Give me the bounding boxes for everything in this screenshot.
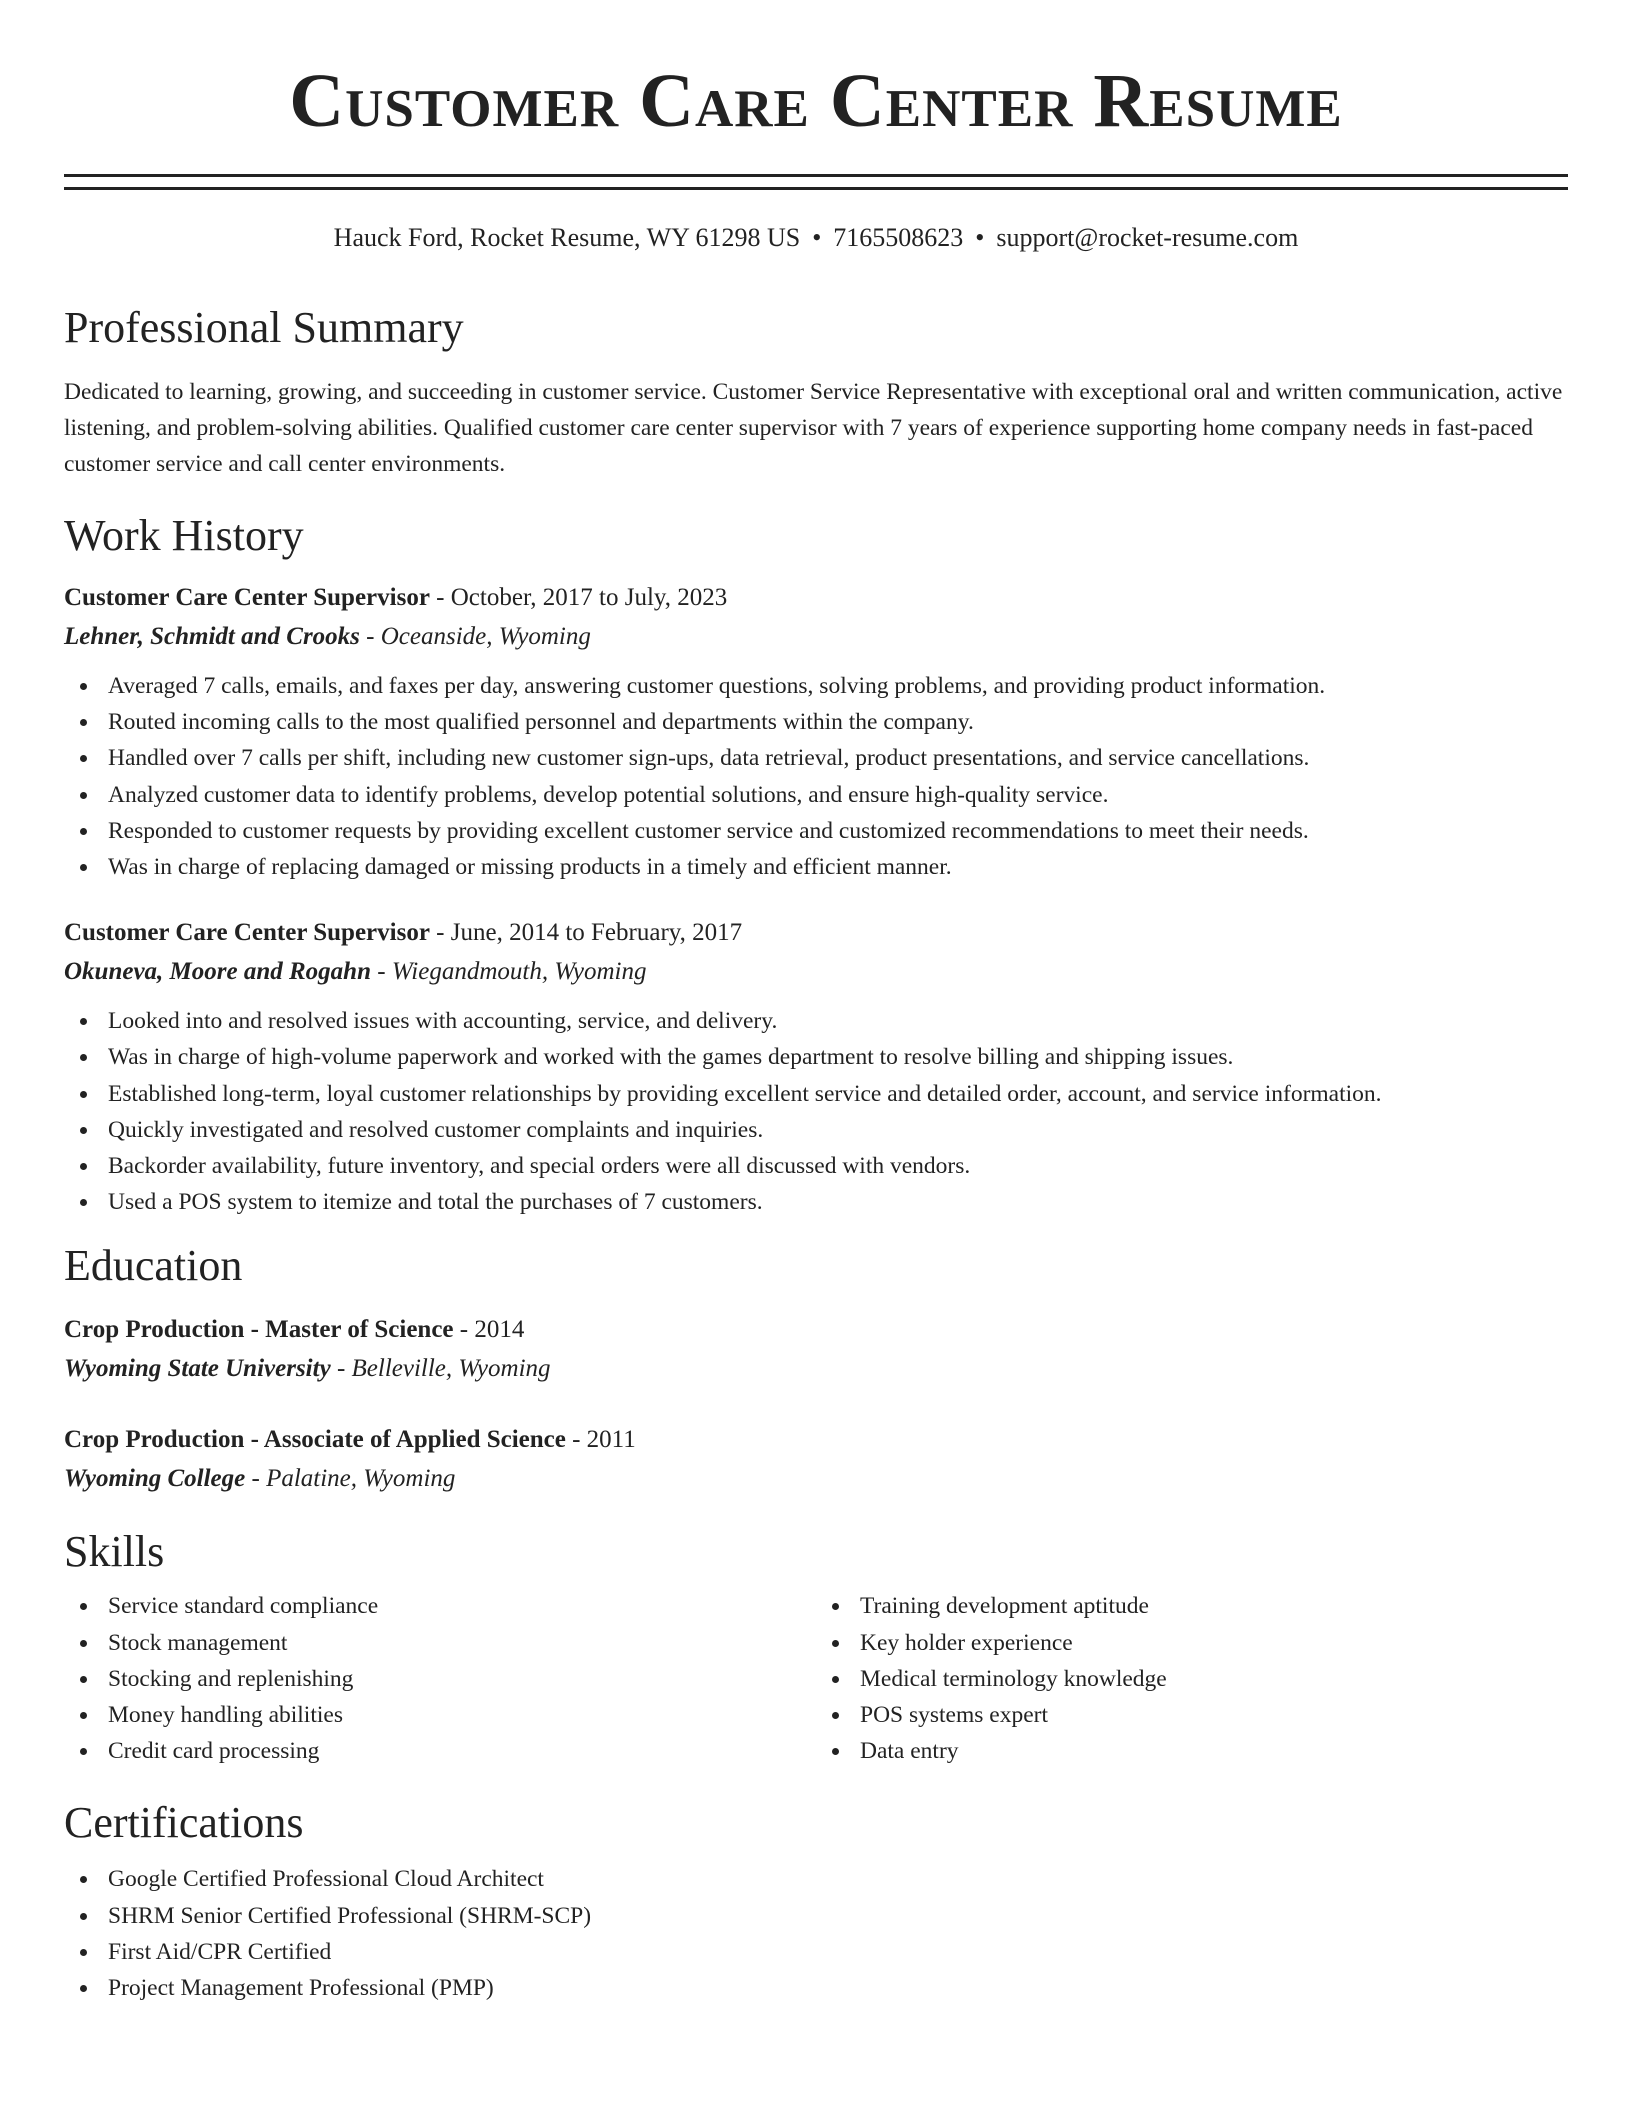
job-bullets (64, 668, 1568, 885)
job-header (64, 913, 1568, 953)
list-item: Used a POS system to itemize and total the purchases of 7 customers. (108, 1184, 1568, 1220)
contact-address: Hauck Ford, Rocket Resume, WY 61298 US (333, 223, 801, 252)
list-item: Looked into and resolved issues with accounting, service, and delivery. (108, 1003, 1568, 1039)
contact-separator: • (812, 223, 822, 252)
job-header (64, 578, 1568, 618)
list-item: Training development aptitude (860, 1588, 1568, 1624)
education-entry (64, 1310, 1568, 1388)
list-item: Established long-term, loyal customer relationships by providing excellent service and detailed order, account, and service information. (108, 1076, 1568, 1112)
list-item: Money handling abilities (108, 1697, 816, 1733)
list-item: POS systems expert (860, 1697, 1568, 1733)
job-company: Okuneva, Moore and Rogahn (64, 958, 371, 986)
list-item: SHRM Senior Certified Professional (SHRM-SCP) (108, 1898, 1568, 1934)
list-item: Data entry (860, 1733, 1568, 1769)
education-header (64, 1420, 1568, 1460)
contact-line (64, 220, 1568, 256)
list-item: Key holder experience (860, 1625, 1568, 1661)
job-bullets (64, 1003, 1568, 1220)
list-item: Stock management (108, 1625, 816, 1661)
list-item: Stocking and replenishing (108, 1661, 816, 1697)
education-degree: Crop Production - Master of Science (64, 1316, 454, 1344)
list-item: Routed incoming calls to the most qualified personnel and departments within the company. (108, 704, 1568, 740)
list-item: Analyzed customer data to identify problems, develop potential solutions, and ensure high-quality service. (108, 777, 1568, 813)
education-school-line (64, 1460, 1568, 1498)
job-location: - Wiegandmouth, Wyoming (371, 958, 647, 986)
list-item: Backorder availability, future inventory, and special orders were all discussed with vendors. (108, 1148, 1568, 1184)
resume-title: Customer Care Center Resume (289, 59, 1343, 143)
job-company: Lehner, Schmidt and Crooks (64, 623, 360, 650)
education-year: - 2014 (453, 1316, 525, 1344)
list-item: Handled over 7 calls per shift, including new customer sign-ups, data retrieval, product presentations, and service cancellations. (108, 740, 1568, 776)
education-school-line (64, 1350, 1568, 1388)
education-school: Wyoming State University (64, 1355, 331, 1383)
list-item: First Aid/CPR Certified (108, 1934, 1568, 1970)
job-title: Customer Care Center Supervisor (64, 584, 430, 611)
skills-right-list (816, 1588, 1568, 1769)
job-dates: - October, 2017 to July, 2023 (429, 584, 728, 611)
work-history-heading: Work History (64, 511, 304, 560)
education-school: Wyoming College (64, 1465, 246, 1493)
list-item: Was in charge of replacing damaged or missing products in a timely and efficient manner. (108, 849, 1568, 885)
list-item: Service standard compliance (108, 1588, 816, 1624)
job-company-line (64, 953, 1568, 991)
job-location: - Oceanside, Wyoming (359, 623, 591, 650)
skills-heading: Skills (64, 1527, 165, 1577)
summary-heading: Professional Summary (64, 303, 464, 352)
job-dates: - June, 2014 to February, 2017 (429, 919, 743, 947)
job-company-line (64, 618, 1568, 656)
summary-text: Dedicated to learning, growing, and succeeding in customer service. Customer Service Representative with exceptional oral and written communication, active listening, and problem-solving abilities. Qualified customer care center supervisor with 7 years of experience supporting home company needs in fast-paced customer service and call center environments. (64, 379, 1563, 477)
education-degree: Crop Production - Associate of Applied Science (64, 1426, 566, 1454)
education-year: - 2011 (565, 1426, 636, 1454)
title-divider (64, 174, 1568, 190)
contact-email: support@rocket-resume.com (996, 223, 1299, 252)
education-location: - Palatine, Wyoming (245, 1465, 456, 1493)
list-item: Averaged 7 calls, emails, and faxes per day, answering customer questions, solving problems, and providing product information. (108, 668, 1568, 704)
list-item: Responded to customer requests by providing excellent customer service and customized recommendations to meet their needs. (108, 813, 1568, 849)
education-location: - Belleville, Wyoming (330, 1355, 551, 1383)
job-title: Customer Care Center Supervisor (64, 919, 430, 947)
education-header (64, 1310, 1568, 1350)
skills-left-list (64, 1588, 816, 1769)
list-item: Project Management Professional (PMP) (108, 1970, 1568, 2006)
certifications-list (64, 1861, 1568, 2006)
contact-separator: • (975, 223, 985, 252)
education-heading: Education (64, 1241, 243, 1291)
education-entry (64, 1420, 1568, 1498)
list-item: Was in charge of high-volume paperwork and worked with the games department to resolve billing and shipping issues. (108, 1039, 1568, 1075)
job-entry (64, 578, 1568, 885)
certifications-heading: Certifications (64, 1798, 304, 1848)
skills-grid (64, 1588, 1568, 1769)
contact-phone: 7165508623 (833, 223, 964, 252)
list-item: Google Certified Professional Cloud Architect (108, 1861, 1568, 1897)
job-entry (64, 913, 1568, 1220)
list-item: Quickly investigated and resolved customer complaints and inquiries. (108, 1112, 1568, 1148)
list-item: Medical terminology knowledge (860, 1661, 1568, 1697)
list-item: Credit card processing (108, 1733, 816, 1769)
